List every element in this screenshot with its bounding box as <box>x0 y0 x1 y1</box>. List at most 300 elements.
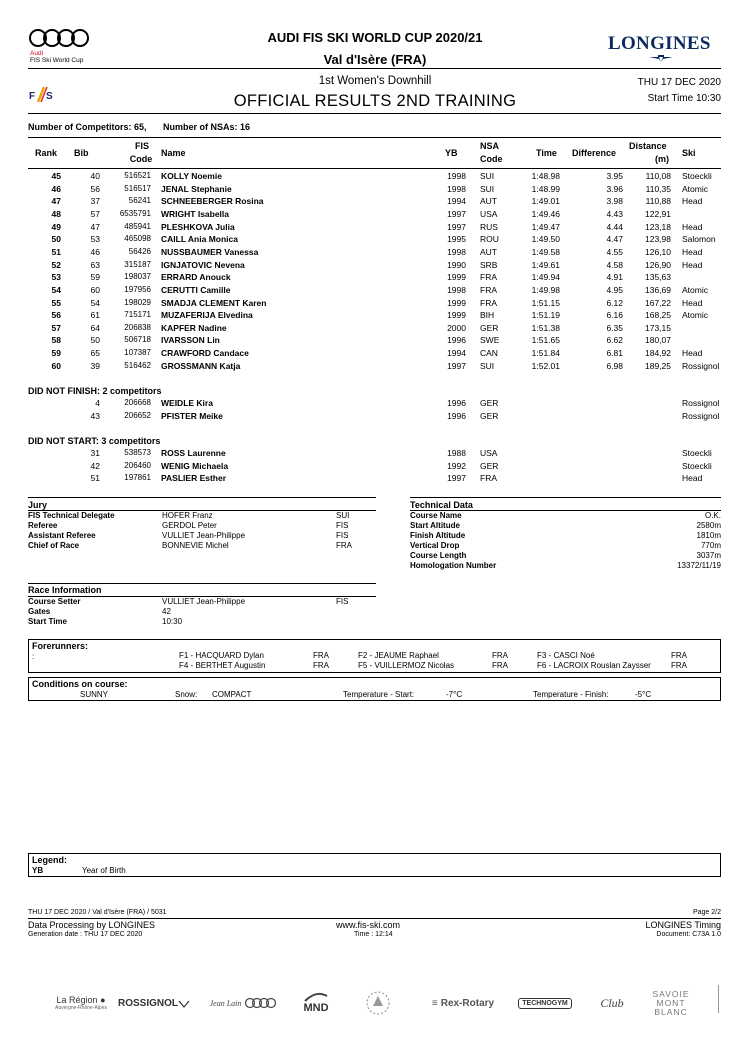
yb-cell: 2000 <box>447 322 466 333</box>
name-cell: WRIGHT Isabella <box>161 208 230 219</box>
forerunner-nsa: FRA <box>671 661 687 670</box>
rank-cell: 45 <box>51 171 61 181</box>
ski-cell: Stoeckli <box>682 460 712 471</box>
race-info-title: Race Information <box>28 585 102 595</box>
technical-top-line <box>410 497 721 498</box>
rank-cell: 49 <box>51 221 61 232</box>
distance-cell: 110,08 <box>645 171 671 181</box>
bib-cell: 43 <box>90 410 100 421</box>
ski-cell: Rossignol <box>682 410 720 421</box>
yb-cell: 1988 <box>447 448 466 458</box>
name-cell: WENIG Michaela <box>161 460 229 471</box>
name-cell: NUSSBAUMER Vanessa <box>161 246 259 257</box>
difference-cell: 4.58 <box>606 259 623 270</box>
forerunner-name: F5 - VUILLERMOZ Nicolas <box>358 661 455 670</box>
legend-key: YB <box>32 866 44 875</box>
table-row <box>28 309 721 322</box>
nsa-cell: USA <box>480 448 498 458</box>
table-row <box>28 460 721 473</box>
nsa-cell: AUT <box>480 246 497 257</box>
table-row <box>28 347 721 360</box>
bib-cell: 57 <box>90 208 100 219</box>
technical-value: 770m <box>700 541 721 550</box>
fis-code-cell: 465098 <box>124 234 151 244</box>
time-cell: 1:51.38 <box>531 322 560 333</box>
forerunner-nsa: FRA <box>313 651 329 660</box>
name-cell: PLESHKOVA Julia <box>161 221 235 232</box>
rossignol-rooster-icon <box>178 999 190 1008</box>
sponsor-rossignol <box>118 983 190 1023</box>
mnd-label: MND <box>303 1002 329 1014</box>
footer-page: Page 2/2 <box>692 909 721 916</box>
col-rank: Rank <box>35 148 58 158</box>
distance-cell: 184,92 <box>645 348 671 359</box>
race-info-nsa: FIS <box>336 597 349 606</box>
forerunners-colon: : <box>32 652 35 661</box>
yb-cell: 1998 <box>447 284 466 295</box>
bib-cell: 65 <box>90 348 100 359</box>
race-info-label: Course Setter <box>28 597 81 606</box>
fis-code-cell: 198037 <box>124 272 151 282</box>
name-cell: JENAL Stephanie <box>161 183 232 194</box>
technical-label: Start Altitude <box>410 521 460 530</box>
technical-value: 2580m <box>696 521 721 530</box>
fis-code-cell: 516517 <box>124 183 151 193</box>
start-time: Start Time 10:30 <box>647 93 721 104</box>
nsa-cell: FRA <box>480 473 497 484</box>
technical-label: Course Length <box>410 551 467 560</box>
svg-text:S: S <box>46 91 53 102</box>
bib-cell: 56 <box>90 183 100 194</box>
yb-cell: 1996 <box>447 410 466 421</box>
jury-nsa: SUI <box>336 511 350 520</box>
dns-title: DID NOT START: 3 competitors <box>28 436 161 446</box>
jury-name: GERDOL Peter <box>162 521 217 530</box>
bib-cell: 60 <box>90 284 100 295</box>
jeanlain-label: Jean Lain <box>209 998 242 1008</box>
sponsor-club <box>592 983 632 1023</box>
race-info-top-line <box>28 583 376 584</box>
name-cell: IVARSSON Lin <box>161 335 220 346</box>
jury-name: VULLIET Jean-Philippe <box>162 531 246 540</box>
footer-event-code: THU 17 DEC 2020 / Val d'Isère (FRA) / 5031 <box>28 909 167 916</box>
table-row <box>28 246 721 259</box>
conditions-weather: SUNNY <box>80 690 109 699</box>
fis-code-cell: 198029 <box>124 297 151 307</box>
ski-cell: Salomon <box>682 234 716 245</box>
sponsor-mnd <box>296 983 336 1023</box>
technical-label: Finish Altitude <box>410 531 466 540</box>
name-cell: PFISTER Meike <box>161 410 223 421</box>
nsa-cell: SWE <box>480 335 500 346</box>
snow-label: Snow: <box>175 690 198 699</box>
laregion-sub: Auvergne-Rhône-Alpes <box>55 1005 107 1011</box>
fis-code-cell: 538573 <box>124 448 151 457</box>
yb-cell: 1994 <box>447 348 466 359</box>
competitors-count: Number of Competitors: 65, <box>28 122 147 132</box>
col-difference: Difference <box>572 148 617 158</box>
forerunner-nsa: FRA <box>313 661 329 670</box>
sponsor-laregion <box>50 983 112 1023</box>
time-cell: 1:48.99 <box>531 183 560 194</box>
fis-code-cell: 6535791 <box>119 208 151 218</box>
event-date: THU 17 DEC 2020 <box>637 77 721 88</box>
rank-cell: 54 <box>51 284 61 295</box>
sponsor-divider <box>718 985 719 1013</box>
time-cell: 1:49.47 <box>531 221 560 232</box>
forerunners-title: Forerunners: <box>32 641 89 651</box>
nsa-cell: SUI <box>480 183 495 194</box>
col-fis-code: Code <box>129 154 153 164</box>
name-cell: PASLIER Esther <box>161 473 227 484</box>
table-row <box>28 397 721 410</box>
distance-cell: 136,69 <box>645 284 671 295</box>
ski-cell: Rossignol <box>682 360 720 371</box>
name-cell: KOLLY Noemie <box>161 171 222 181</box>
time-cell: 1:52.01 <box>531 360 560 371</box>
svg-text:F: F <box>29 91 36 102</box>
difference-cell: 6.62 <box>606 335 623 346</box>
table-row <box>28 284 721 297</box>
name-cell: CAILL Ania Monica <box>161 234 238 245</box>
name-cell: ROSS Laurenne <box>161 448 226 458</box>
time-cell: 1:49.98 <box>531 284 560 295</box>
distance-cell: 123,98 <box>645 234 671 245</box>
competitors-info <box>28 122 264 132</box>
difference-cell: 3.96 <box>606 183 623 194</box>
jury-role: Referee <box>28 521 58 530</box>
emblem-icon <box>364 988 392 1018</box>
difference-cell: 6.98 <box>606 360 623 371</box>
bib-cell: 51 <box>90 473 100 484</box>
nsa-cell: AUT <box>480 196 497 207</box>
rank-cell: 52 <box>51 259 61 270</box>
nsa-cell: USA <box>480 208 498 219</box>
time-cell: 1:48.98 <box>531 171 560 181</box>
fis-logo <box>28 84 62 104</box>
difference-cell: 4.55 <box>606 246 623 257</box>
bib-cell: 40 <box>90 171 100 181</box>
time-cell: 1:49.58 <box>531 246 560 257</box>
yb-cell: 1997 <box>447 208 466 219</box>
fis-code-cell: 107387 <box>124 348 151 358</box>
nsa-cell: RUS <box>480 221 498 232</box>
nsa-cell: GER <box>480 410 499 421</box>
table-row <box>28 195 721 208</box>
forerunner-name: F1 - HACQUARD Dylan <box>179 651 264 660</box>
difference-cell: 4.44 <box>606 221 623 232</box>
distance-cell: 167,22 <box>645 297 671 308</box>
bib-cell: 50 <box>90 335 100 346</box>
footer-divider <box>28 918 721 919</box>
fis-code-cell: 197861 <box>124 473 151 483</box>
distance-cell: 123,18 <box>645 221 671 232</box>
fis-code-cell: 506718 <box>124 335 151 345</box>
snow-value: COMPACT <box>212 690 252 699</box>
col-yb: YB <box>445 148 458 158</box>
rank-cell: 53 <box>51 272 61 283</box>
forerunner-nsa: FRA <box>671 651 687 660</box>
nsa-cell: SUI <box>480 360 495 371</box>
conditions-box <box>28 677 721 701</box>
bib-cell: 64 <box>90 322 100 333</box>
footer-time: Time : 12:14 <box>354 931 393 938</box>
race-info-label: Start Time <box>28 617 67 626</box>
table-row <box>28 259 721 272</box>
table-row <box>28 271 721 284</box>
mnd-swoosh-icon <box>303 992 329 1002</box>
nsa-cell: SRB <box>480 259 498 270</box>
footer-website[interactable]: www.fis-ski.com <box>336 920 401 930</box>
official-results-title: OFFICIAL RESULTS 2ND TRAINING <box>233 92 517 110</box>
longines-wing-icon <box>648 54 674 63</box>
bib-cell: 61 <box>90 310 100 321</box>
yb-cell: 1998 <box>447 183 466 194</box>
col-fis: FIS <box>134 141 149 151</box>
forerunners-box <box>28 639 721 673</box>
forerunner-nsa: FRA <box>492 661 508 670</box>
time-cell: 1:51.19 <box>531 310 560 321</box>
technical-title: Technical Data <box>410 500 473 510</box>
rexrotary-label: Rex-Rotary <box>440 997 495 1009</box>
forerunner-name: F4 - BERTHET Augustin <box>179 661 266 670</box>
audi-rings-logo <box>28 28 90 48</box>
temp-finish-value: -5°C <box>635 690 652 699</box>
yb-cell: 1999 <box>447 310 466 321</box>
rossignol-label: ROSSIGNOL <box>118 997 179 1009</box>
forerunner-name: F2 - JEAUME Raphael <box>358 651 439 660</box>
yb-cell: 1996 <box>447 398 466 408</box>
table-row <box>28 472 721 485</box>
yb-cell: 1997 <box>447 360 466 371</box>
table-row <box>28 334 721 347</box>
jury-name: BONNEVIE Michel <box>162 541 229 550</box>
technical-label: Course Name <box>410 511 462 520</box>
yb-cell: 1990 <box>447 259 466 270</box>
name-cell: CERUTTI Camille <box>161 284 231 295</box>
time-cell: 1:51.15 <box>531 297 560 308</box>
fis-code-cell: 206838 <box>124 322 151 332</box>
yb-cell: 1999 <box>447 272 466 283</box>
table-row <box>28 322 721 335</box>
table-row <box>28 170 721 183</box>
bib-cell: 37 <box>90 196 100 207</box>
table-row <box>28 297 721 310</box>
event-name: 1st Women's Downhill <box>318 75 432 87</box>
fis-code-cell: 206652 <box>124 410 151 420</box>
jeanlain-audi-rings-icon <box>244 997 276 1009</box>
footer-document: Document: C73A 1.0 <box>656 931 721 938</box>
jury-nsa: FIS <box>336 521 349 530</box>
nsa-cell: FRA <box>480 297 497 308</box>
sponsor-rexrotary <box>428 983 498 1023</box>
bib-cell: 31 <box>90 448 100 458</box>
nsa-cell: ROU <box>480 234 499 245</box>
col-ski: Ski <box>682 148 696 158</box>
nsa-cell: SUI <box>480 171 495 181</box>
table-row <box>28 360 721 373</box>
sponsor-technogym <box>514 983 576 1023</box>
difference-cell: 4.43 <box>606 208 623 219</box>
ski-cell: Head <box>682 196 703 207</box>
distance-cell: 126,10 <box>645 246 671 257</box>
name-cell: CRAWFORD Candace <box>161 348 249 359</box>
difference-cell: 6.35 <box>606 322 623 333</box>
longines-logo: LONGINES <box>608 33 711 54</box>
savoie-line1: SAVOIE <box>652 988 690 999</box>
distance-cell: 180,07 <box>645 335 671 346</box>
legend-value: Year of Birth <box>82 866 126 875</box>
fis-code-cell: 516521 <box>124 171 151 180</box>
jury-top-line <box>28 497 376 498</box>
conditions-title: Conditions on course: <box>32 679 128 689</box>
sponsor-jeanlain <box>204 983 282 1023</box>
race-info-value: 42 <box>162 607 171 616</box>
distance-cell: 135,63 <box>645 272 671 283</box>
technical-value: 13372/11/19 <box>677 561 721 570</box>
fis-code-cell: 516462 <box>124 360 151 370</box>
time-cell: 1:49.94 <box>531 272 560 283</box>
ski-cell: Head <box>682 221 703 232</box>
col-nsa: NSA <box>480 141 500 151</box>
sponsor-savoie <box>648 983 694 1023</box>
col-distance: Distance <box>629 141 667 151</box>
technical-label: Homologation Number <box>410 561 497 570</box>
table-row <box>28 221 721 234</box>
yb-cell: 1998 <box>447 171 466 181</box>
difference-cell: 4.47 <box>606 234 623 245</box>
forerunner-name: F3 - CASCI Noé <box>537 651 595 660</box>
name-cell: SMADJA CLEMENT Karen <box>161 297 267 308</box>
header-divider <box>28 68 721 69</box>
jury-role: FIS Technical Delegate <box>28 511 115 520</box>
time-cell: 1:49.01 <box>531 196 560 207</box>
temp-start-value: -7°C <box>446 690 463 699</box>
footer-timing: LONGINES Timing <box>645 920 721 930</box>
bib-cell: 47 <box>90 221 100 232</box>
jury-nsa: FRA <box>336 541 352 550</box>
ski-cell: Head <box>682 473 703 484</box>
nsa-cell: FRA <box>480 284 497 295</box>
distance-cell: 110,35 <box>645 183 671 194</box>
technical-value: 3037m <box>696 551 721 560</box>
name-cell: KAPFER Nadine <box>161 322 227 333</box>
rank-cell: 55 <box>51 297 61 308</box>
bib-cell: 46 <box>90 246 100 257</box>
yb-cell: 1999 <box>447 297 466 308</box>
name-cell: IGNJATOVIC Nevena <box>161 259 245 270</box>
yb-cell: 1994 <box>447 196 466 207</box>
yb-cell: 1998 <box>447 246 466 257</box>
name-cell: ERRARD Anouck <box>161 272 231 283</box>
jury-name: HOFER Franz <box>162 511 213 520</box>
fis-code-cell: 485941 <box>124 221 151 231</box>
dnf-title: DID NOT FINISH: 2 competitors <box>28 386 162 396</box>
distance-cell: 126,90 <box>645 259 671 270</box>
time-cell: 1:51.65 <box>531 335 560 346</box>
rank-cell: 46 <box>51 183 61 194</box>
page-title: AUDI FIS SKI WORLD CUP 2020/21 <box>267 30 483 45</box>
fis-code-cell: 715171 <box>124 310 151 320</box>
time-cell: 1:51.84 <box>531 348 560 359</box>
nsa-count: Number of NSAs: 16 <box>163 122 251 132</box>
difference-cell: 3.95 <box>606 171 623 181</box>
laregion-label: La Région <box>56 995 98 1005</box>
forerunner-name: F6 - LACROIX Rouslan Zaysser <box>537 661 651 670</box>
fis-code-cell: 206668 <box>124 398 151 407</box>
rank-cell: 59 <box>51 348 61 359</box>
nsa-cell: GER <box>480 398 499 408</box>
fis-logo-icon <box>28 84 62 104</box>
nsa-cell: GER <box>480 460 499 471</box>
race-info-label: Gates <box>28 607 51 616</box>
table-row <box>28 183 721 196</box>
rank-cell: 48 <box>51 208 61 219</box>
ski-cell: Head <box>682 246 703 257</box>
nsa-cell: BIH <box>480 310 495 321</box>
ski-cell: Rossignol <box>682 398 720 408</box>
technical-label: Vertical Drop <box>410 541 460 550</box>
sponsor-emblem <box>360 983 396 1023</box>
rank-cell: 51 <box>51 246 61 257</box>
jury-nsa: FIS <box>336 531 349 540</box>
technical-value: O.K. <box>704 511 721 520</box>
rank-cell: 60 <box>51 360 61 371</box>
name-cell: MUZAFERIJA Elvedina <box>161 310 253 321</box>
yb-cell: 1997 <box>447 221 466 232</box>
bib-cell: 53 <box>90 234 100 245</box>
col-nsa-code: Code <box>480 154 503 164</box>
difference-cell: 6.12 <box>606 297 623 308</box>
results-table-header <box>28 137 721 169</box>
club-label: Club <box>600 995 624 1010</box>
race-info-value: VULLIET Jean-Philippe <box>162 597 246 606</box>
fis-code-cell: 206460 <box>124 460 151 470</box>
fis-code-cell: 197956 <box>124 284 151 294</box>
bib-cell: 59 <box>90 272 100 283</box>
nsa-cell: GER <box>480 322 499 333</box>
ski-cell: Atomic <box>682 310 708 321</box>
col-bib: Bib <box>74 148 89 158</box>
distance-cell: 189,25 <box>645 360 671 371</box>
name-cell: GROSSMANN Katja <box>161 360 241 371</box>
bib-cell: 42 <box>90 460 100 471</box>
rank-cell: 56 <box>51 310 61 321</box>
legend-box <box>28 853 721 877</box>
distance-cell: 122,91 <box>645 208 671 219</box>
jury-role: Assistant Referee <box>28 531 96 540</box>
savoie-line2: MONT <box>656 997 686 1008</box>
temp-finish-label: Temperature - Finish: <box>533 690 609 699</box>
table-row <box>28 208 721 221</box>
bib-cell: 63 <box>90 259 100 270</box>
yb-cell: 1996 <box>447 335 466 346</box>
col-name: Name <box>161 148 186 158</box>
race-info-value: 10:30 <box>162 617 183 626</box>
distance-cell: 110,88 <box>645 196 671 207</box>
nsa-cell: FRA <box>480 272 497 283</box>
yb-cell: 1995 <box>447 234 466 245</box>
difference-cell: 3.98 <box>606 196 623 207</box>
ski-cell: Head <box>682 259 703 270</box>
fis-code-cell: 315187 <box>124 259 151 269</box>
yb-cell: 1997 <box>447 473 466 484</box>
table-row <box>28 233 721 246</box>
table-row <box>28 410 721 423</box>
bib-cell: 4 <box>95 398 100 408</box>
audi-subtitle: Audi FIS Ski World Cup <box>30 50 84 64</box>
technogym-label: TECHNOGYM <box>518 998 572 1009</box>
